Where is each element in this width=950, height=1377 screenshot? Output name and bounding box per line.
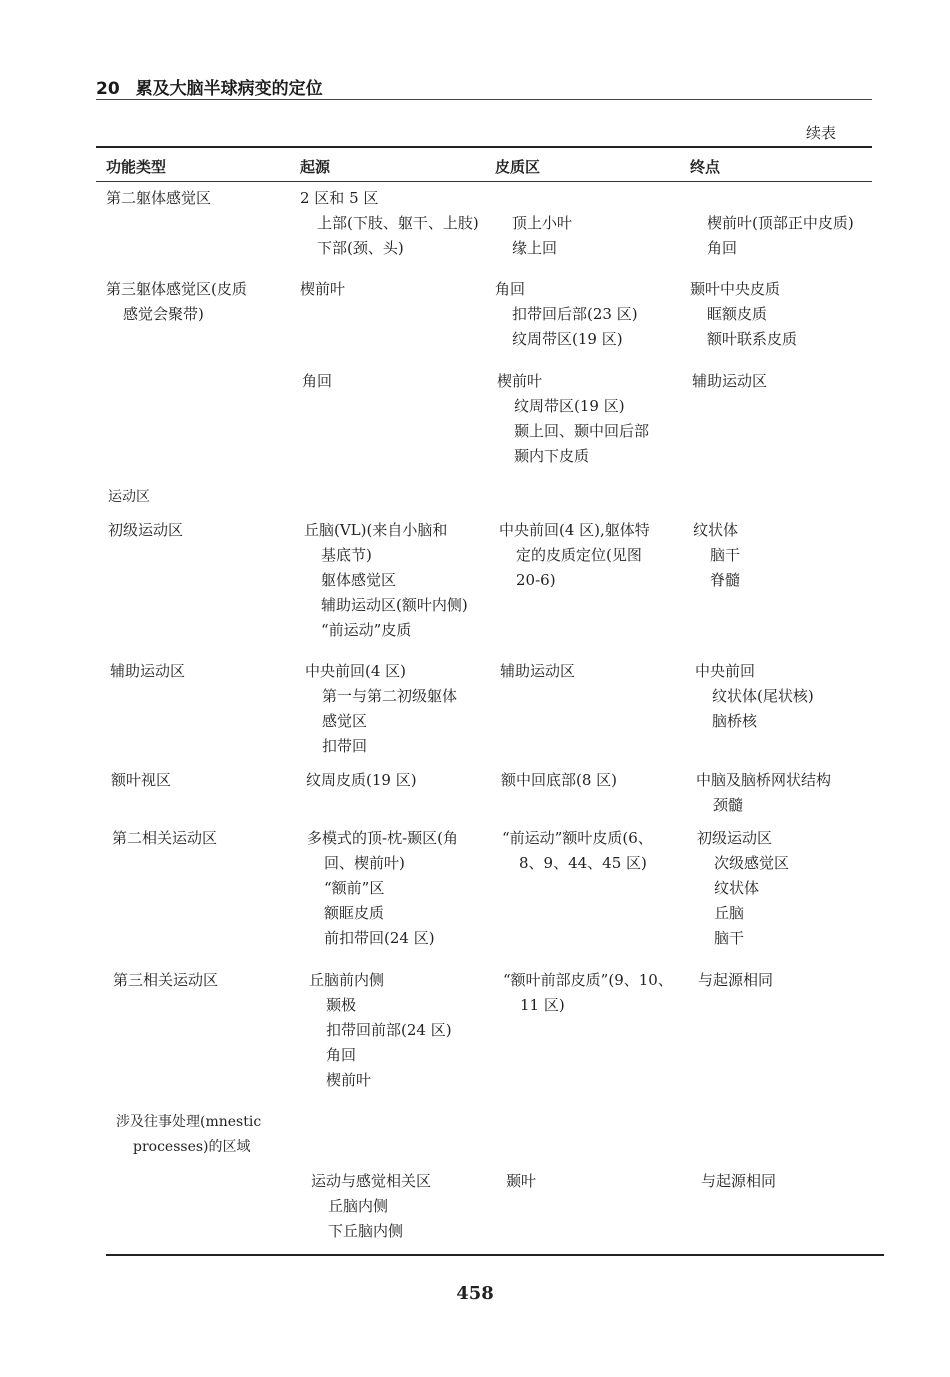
cell-line: 辅助运动区 — [692, 372, 768, 390]
header-rule — [96, 99, 872, 100]
cell-end — [696, 768, 831, 818]
cell-line: 纹周带区(19 区) — [512, 330, 623, 348]
cell-line: 丘脑 — [714, 904, 745, 922]
section-heading-motor: 运动区 — [108, 489, 150, 505]
cell-type — [112, 826, 217, 851]
cell-line: 下丘脑内侧 — [328, 1222, 404, 1240]
cell-line: 基底节) — [321, 546, 372, 564]
cell-line: 颞极 — [326, 996, 357, 1014]
table-top-rule — [96, 146, 872, 148]
cell-origin — [309, 968, 452, 1093]
cell-type — [113, 968, 218, 993]
cell-type: 第二躯体感觉区 — [106, 189, 212, 207]
chapter-header — [96, 74, 323, 99]
cell-line: 下部(颈、头) — [317, 239, 404, 257]
cell-line: 躯体感觉区 — [321, 571, 397, 589]
cell-line: 中央前回(4 区) — [305, 662, 407, 680]
cell-cortex — [495, 211, 572, 261]
col-header-end: 终点 — [690, 158, 721, 176]
cell-line: 中央前回 — [695, 662, 756, 680]
cell-line: 第一与第二初级躯体 — [322, 687, 458, 705]
cell-line: 中脑及脑桥网状结构 — [696, 771, 832, 789]
cell-line: 第二相关运动区 — [112, 829, 218, 847]
cell-line: 脑干 — [714, 929, 745, 947]
cell-line: 颞上回、颞中回后部 — [514, 422, 650, 440]
cell-origin — [306, 768, 417, 793]
cell-end — [693, 518, 740, 593]
cell-cortex — [503, 968, 673, 1018]
cell-line: 脑桥核 — [712, 712, 758, 730]
cell-origin — [305, 659, 457, 759]
cell-origin — [311, 1169, 431, 1244]
col-header-cortex: 皮质区 — [495, 158, 541, 176]
chapter-title: 累及大脑半球病变的定位 — [135, 79, 323, 99]
cell-line: 楔前叶 — [300, 280, 346, 298]
cell-line: 20-6) — [516, 571, 556, 589]
cell-line: 额中回底部(8 区) — [501, 771, 618, 789]
cell-line: 角回 — [326, 1046, 357, 1064]
cell-line: 辅助运动区(额叶内侧) — [321, 596, 468, 614]
cell-line: 11 区) — [520, 996, 565, 1014]
cell-line: 与起源相同 — [701, 1172, 777, 1190]
section-line: processes)的区域 — [133, 1139, 251, 1155]
cell-line: 多模式的顶-枕-颞区(角 — [307, 829, 458, 847]
cell-end — [690, 277, 797, 352]
cell-end — [698, 968, 773, 993]
cell-line: 纹状体(尾状核) — [712, 687, 814, 705]
cell-line: 第三相关运动区 — [113, 971, 219, 989]
cell-origin — [300, 186, 479, 261]
continued-label: 续表 — [806, 124, 837, 142]
cell-line: “前运动”皮质 — [321, 621, 412, 639]
cell-type — [111, 768, 171, 793]
cell-line: 丘脑(VL)(来自小脑和 — [304, 521, 448, 539]
cell-line: 角回 — [495, 280, 526, 298]
cell-line: 运动与感觉相关区 — [311, 1172, 432, 1190]
cell-line: 额叶联系皮质 — [707, 330, 798, 348]
cell-end — [697, 826, 789, 951]
cell-cortex — [502, 826, 653, 876]
cell-line: 额眶皮质 — [324, 904, 385, 922]
cell-line: 脊髓 — [710, 571, 741, 589]
cell-line: 次级感觉区 — [714, 854, 790, 872]
cell-line: “前运动”额叶皮质(6、 — [502, 829, 653, 847]
cell-origin — [300, 277, 345, 302]
table-bottom-rule — [106, 1254, 884, 1256]
cell-line: 缘上回 — [512, 239, 558, 257]
cell-cortex — [497, 369, 649, 469]
cell-line: 扣带回 — [322, 737, 368, 755]
cell-end — [692, 369, 767, 394]
cell-line: 纹状体 — [693, 521, 739, 539]
cell-line: 扣带回后部(23 区) — [512, 305, 638, 323]
cell-line: 感觉会聚带) — [123, 305, 204, 323]
cell-end — [701, 1169, 776, 1194]
cell-line: 2 区和 5 区 — [300, 189, 379, 207]
cell-line: 前扣带回(24 区) — [324, 929, 435, 947]
cell-line: 定的皮质定位(见图 — [516, 546, 642, 564]
cell-line: 楔前叶 — [497, 372, 543, 390]
cell-line: 颞内下皮质 — [514, 447, 590, 465]
cell-line: 回、楔前叶) — [324, 854, 405, 872]
cell-type — [106, 277, 247, 327]
cell-line: 丘脑内侧 — [328, 1197, 389, 1215]
cell-type — [108, 518, 183, 543]
cell-line: 纹状体 — [714, 879, 760, 897]
cell-line: 上部(下肢、躯干、上肢) — [317, 214, 479, 232]
table-header-rule — [96, 181, 872, 182]
cell-end — [690, 211, 854, 261]
cell-end — [695, 659, 814, 734]
cell-line: 初级运动区 — [108, 521, 184, 539]
cell-line: 角回 — [302, 372, 333, 390]
page-number: 458 — [456, 1283, 494, 1304]
cell-line: 感觉区 — [322, 712, 368, 730]
cell-line: 初级运动区 — [697, 829, 773, 847]
cell-line: 颈髓 — [713, 796, 744, 814]
col-header-origin: 起源 — [300, 158, 331, 176]
cell-line: 颞叶中央皮质 — [690, 280, 781, 298]
cell-line: 颞叶 — [506, 1172, 537, 1190]
section-heading-mnestic — [116, 1110, 261, 1160]
cell-line: 顶上小叶 — [512, 214, 573, 232]
cell-line: 角回 — [707, 239, 738, 257]
cell-cortex — [500, 659, 575, 684]
cell-cortex — [499, 518, 650, 593]
cell-type — [110, 659, 185, 684]
cell-line: 纹周带区(19 区) — [514, 397, 625, 415]
cell-origin — [307, 826, 458, 951]
cell-line: 脑干 — [710, 546, 741, 564]
section-line: 涉及往事处理(mnestic — [116, 1114, 262, 1130]
cell-origin — [304, 518, 468, 643]
cell-line: “额叶前部皮质”(9、10、 — [503, 971, 673, 989]
cell-line: “额前”区 — [324, 879, 385, 897]
cell-line: 辅助运动区 — [500, 662, 576, 680]
cell-line: 第三躯体感觉区(皮质 — [106, 280, 247, 298]
cell-line: 丘脑前内侧 — [309, 971, 385, 989]
cell-cortex — [506, 1169, 536, 1194]
table-row — [106, 186, 211, 211]
cell-line: 8、9、44、45 区) — [519, 854, 647, 872]
cell-line: 纹周皮质(19 区) — [306, 771, 417, 789]
cell-line: 额叶视区 — [111, 771, 172, 789]
cell-line: 与起源相同 — [698, 971, 774, 989]
cell-line: 眶额皮质 — [707, 305, 768, 323]
chapter-number: 20 — [96, 79, 120, 99]
cell-line: 楔前叶 — [326, 1071, 372, 1089]
cell-line: 扣带回前部(24 区) — [326, 1021, 452, 1039]
cell-line: 中央前回(4 区),躯体特 — [499, 521, 650, 539]
cell-line: 楔前叶(顶部正中皮质) — [707, 214, 854, 232]
cell-cortex — [501, 768, 617, 793]
col-header-type: 功能类型 — [106, 158, 167, 176]
cell-cortex — [495, 277, 638, 352]
cell-origin — [302, 369, 332, 394]
cell-line: 辅助运动区 — [110, 662, 186, 680]
